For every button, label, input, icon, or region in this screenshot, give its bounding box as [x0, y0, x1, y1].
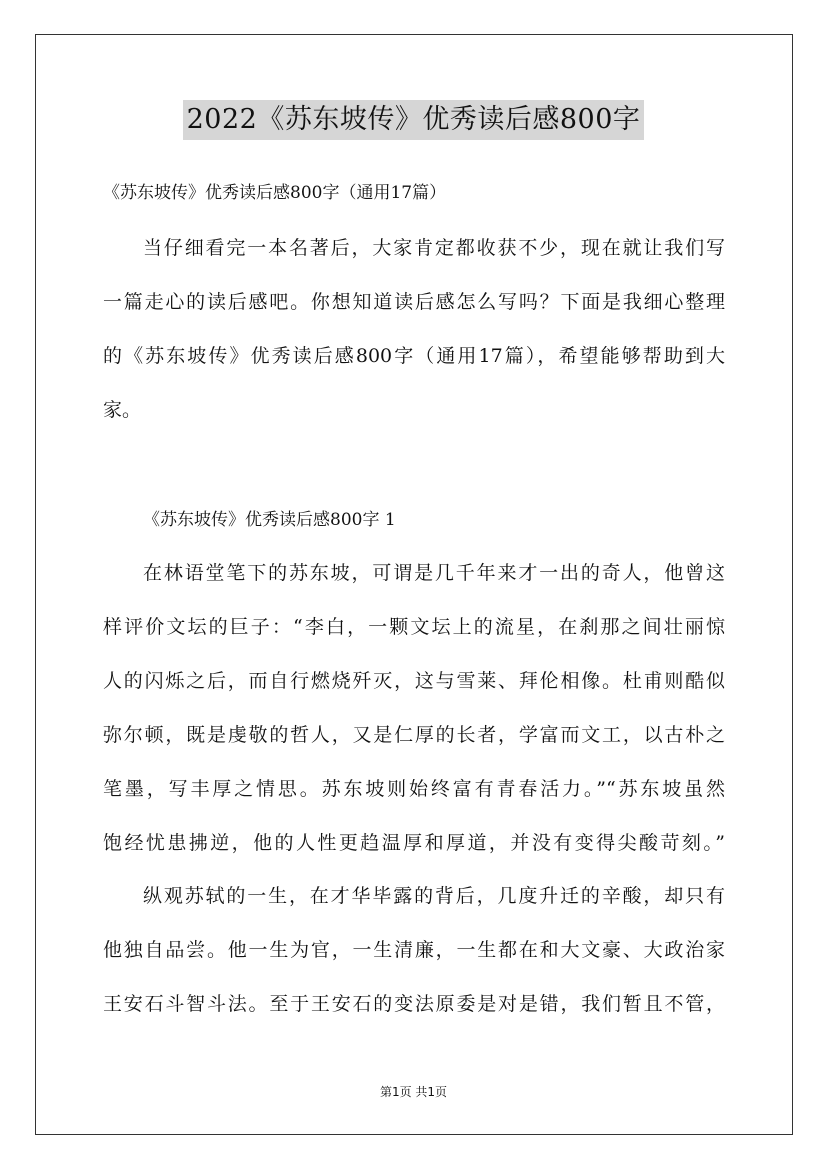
body-paragraph-2	[103, 869, 725, 1031]
page-number: 第1页 共1页	[379, 1085, 448, 1099]
paragraph-line: 纵观苏轼的一生，在才华毕露的背后，几度升迁的辛酸，却只有	[143, 885, 725, 907]
paragraph-line: 弥尔顿，既是虔敬的哲人，又是仁厚的长者，学富而文工，以古朴之	[103, 724, 725, 746]
intro-line: 家。	[103, 399, 142, 421]
paragraph-line: 人的闪烁之后，而自行燃烧歼灭，这与雪莱、拜伦相像。杜甫则酷似	[103, 670, 725, 692]
intro-paragraph	[103, 221, 725, 437]
paragraph-line: 笔墨，写丰厚之情思。苏东坡则始终富有青春活力。”“苏东坡虽然	[103, 778, 725, 800]
document-subtitle: 《苏东坡传》优秀读后感800字（通用17篇）	[103, 183, 447, 203]
paragraph-line: 饱经忧患拂逆，他的人性更趋温厚和厚道，并没有变得尖酸苛刻。”	[103, 832, 725, 854]
intro-line: 当仔细看完一本名著后，大家肯定都收获不少，现在就让我们写	[143, 237, 725, 259]
page-footer	[0, 1082, 827, 1102]
paragraph-line: 王安石斗智斗法。至于王安石的变法原委是对是错，我们暂且不管，	[103, 993, 725, 1015]
paragraph-line: 他独自品尝。他一生为官，一生清廉，一生都在和大文豪、大政治家	[103, 939, 725, 961]
paragraph-line: 在林语堂笔下的苏东坡，可谓是几千年来才一出的奇人，他曾这	[143, 562, 725, 584]
intro-line: 一篇走心的读后感吧。你想知道读后感怎么写吗？下面是我细心整理	[103, 291, 725, 313]
body-paragraph-1	[103, 546, 725, 870]
document-title: 2022《苏东坡传》优秀读后感800字	[183, 100, 645, 140]
intro-line: 的《苏东坡传》优秀读后感800字（通用17篇），希望能够帮助到大	[103, 345, 725, 367]
section-heading: 《苏东坡传》优秀读后感800字 1	[143, 510, 396, 530]
paragraph-line: 样评价文坛的巨子：“李白，一颗文坛上的流星，在刹那之间壮丽惊	[103, 616, 725, 638]
title-container	[0, 100, 827, 140]
